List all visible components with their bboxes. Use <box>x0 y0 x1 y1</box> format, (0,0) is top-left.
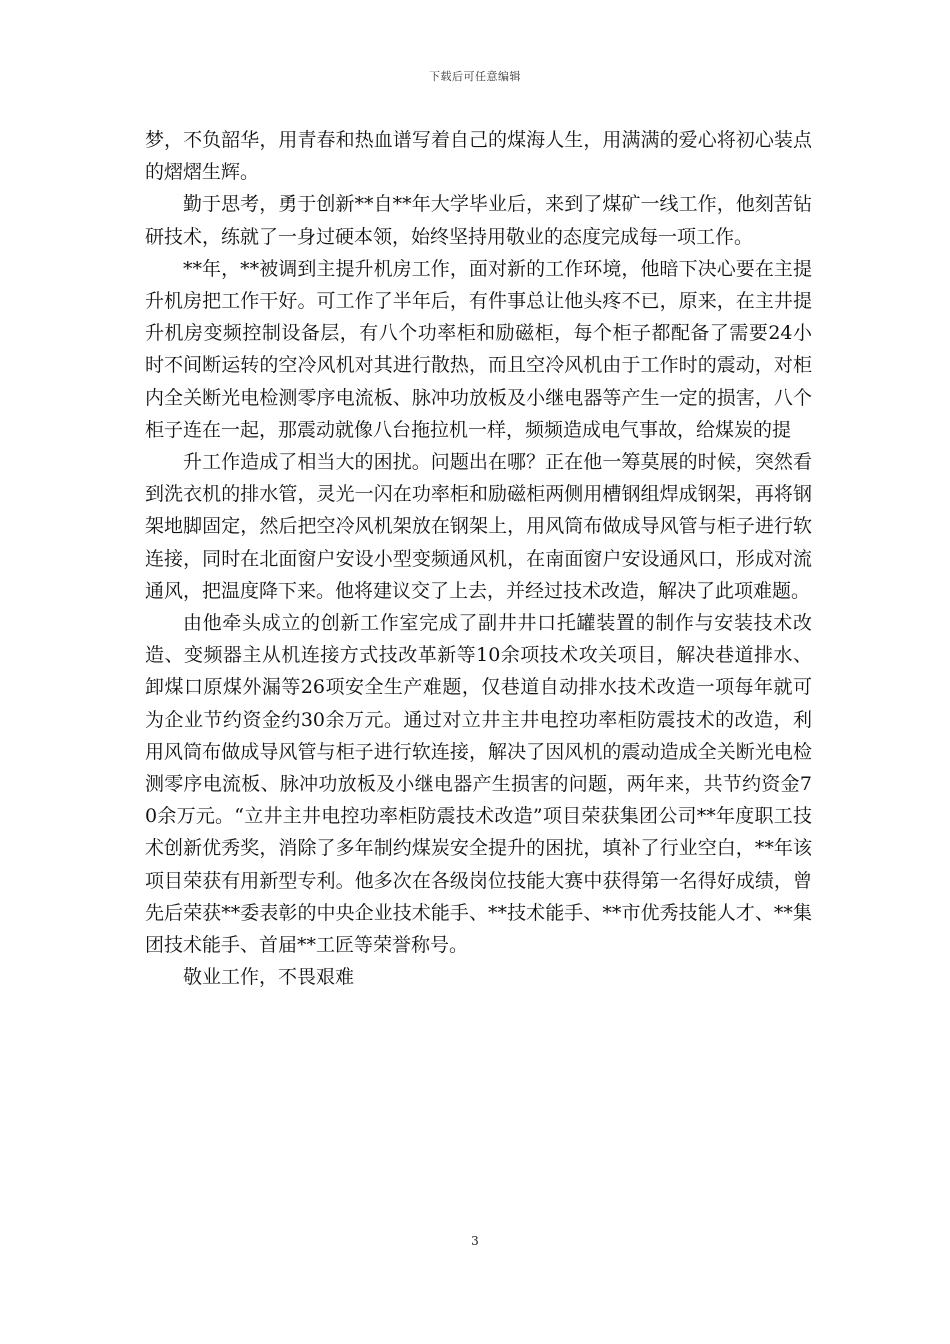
section-heading: 敬业工作，不畏艰难 <box>183 966 355 989</box>
paragraph: **年，**被调到主提升机房工作，面对新的工作环境，他暗下决心要在主提升机房把工作干好。可工作了半年后，有件事总让他头疼不已，原来，在主井提升机房变频控制设备层，有八个功率柜和励磁柜，每个柜子都配备了需要24小时不间断运转的空冷风机对其进行散热，而且空冷风机由于工作时的震动，对柜内全关断光电检测零序电流板、脉冲功放板及小继电器等产生一定的损害，八个柜子连在一起，那震动就像八台拖拉机一样，频频造成电气事故，给煤炭的提 <box>145 257 812 441</box>
page-header: 下载后可任意编辑 <box>429 70 521 83</box>
paragraph-continuation: 梦，不负韶华，用青春和热血谱写着自己的煤海人生，用满满的爱心将初心装点的熠熠生辉。 <box>145 129 812 184</box>
paragraph: 勤于思考，勇于创新**自**年大学毕业后，来到了煤矿一线工作，他刻苦钻研技术，练就了一身过硬本领，始终坚持用敬业的态度完成每一项工作。 <box>145 193 812 248</box>
document-body <box>145 124 812 993</box>
paragraph: 升工作造成了相当大的困扰。问题出在哪？正在他一筹莫展的时候，突然看到洗衣机的排水管，灵光一闪在功率柜和励磁柜两侧用槽钢组焊成钢架，再将钢架地脚固定，然后把空冷风机架放在钢架上，用风筒布做成导风管与柜子进行软连接，同时在北面窗户安设小型变频通风机，在南面窗户安设通风口，形成对流通风，把温度降下来。他将建议交了上去，并经过技术改造，解决了此项难题。 <box>145 451 812 602</box>
paragraph: 由他牵头成立的创新工作室完成了副井井口托罐装置的制作与安装技术改造、变频器主从机连接方式技改革新等10余项技术攻关项目，解决巷道排水、卸煤口原煤外漏等26项安全生产难题，仅巷道自动排水技术改造一项每年就可为企业节约资金约30余万元。通过对立井主井电控功率柜防震技术的改造，利用风筒布做成导风管与柜子进行软连接，解决了因风机的震动造成全关断光电检测零序电流板、脉冲功放板及小继电器产生损害的问题，两年来，共节约资金70余万元。“立井主井电控功率柜防震技术改造”项目荣获集团公司**年度职工技术创新优秀奖，消除了多年制约煤炭安全提升的困扰，填补了行业空白，**年该项目荣获有用新型专利。他多次在各级岗位技能大赛中获得第一名得好成绩，曾先后荣获**委表彰的中央企业技术能手、**技术能手、**市优秀技能人才、**集团技术能手、首届**工匠等荣誉称号。 <box>145 612 812 957</box>
page-number: 3 <box>471 1234 479 1248</box>
